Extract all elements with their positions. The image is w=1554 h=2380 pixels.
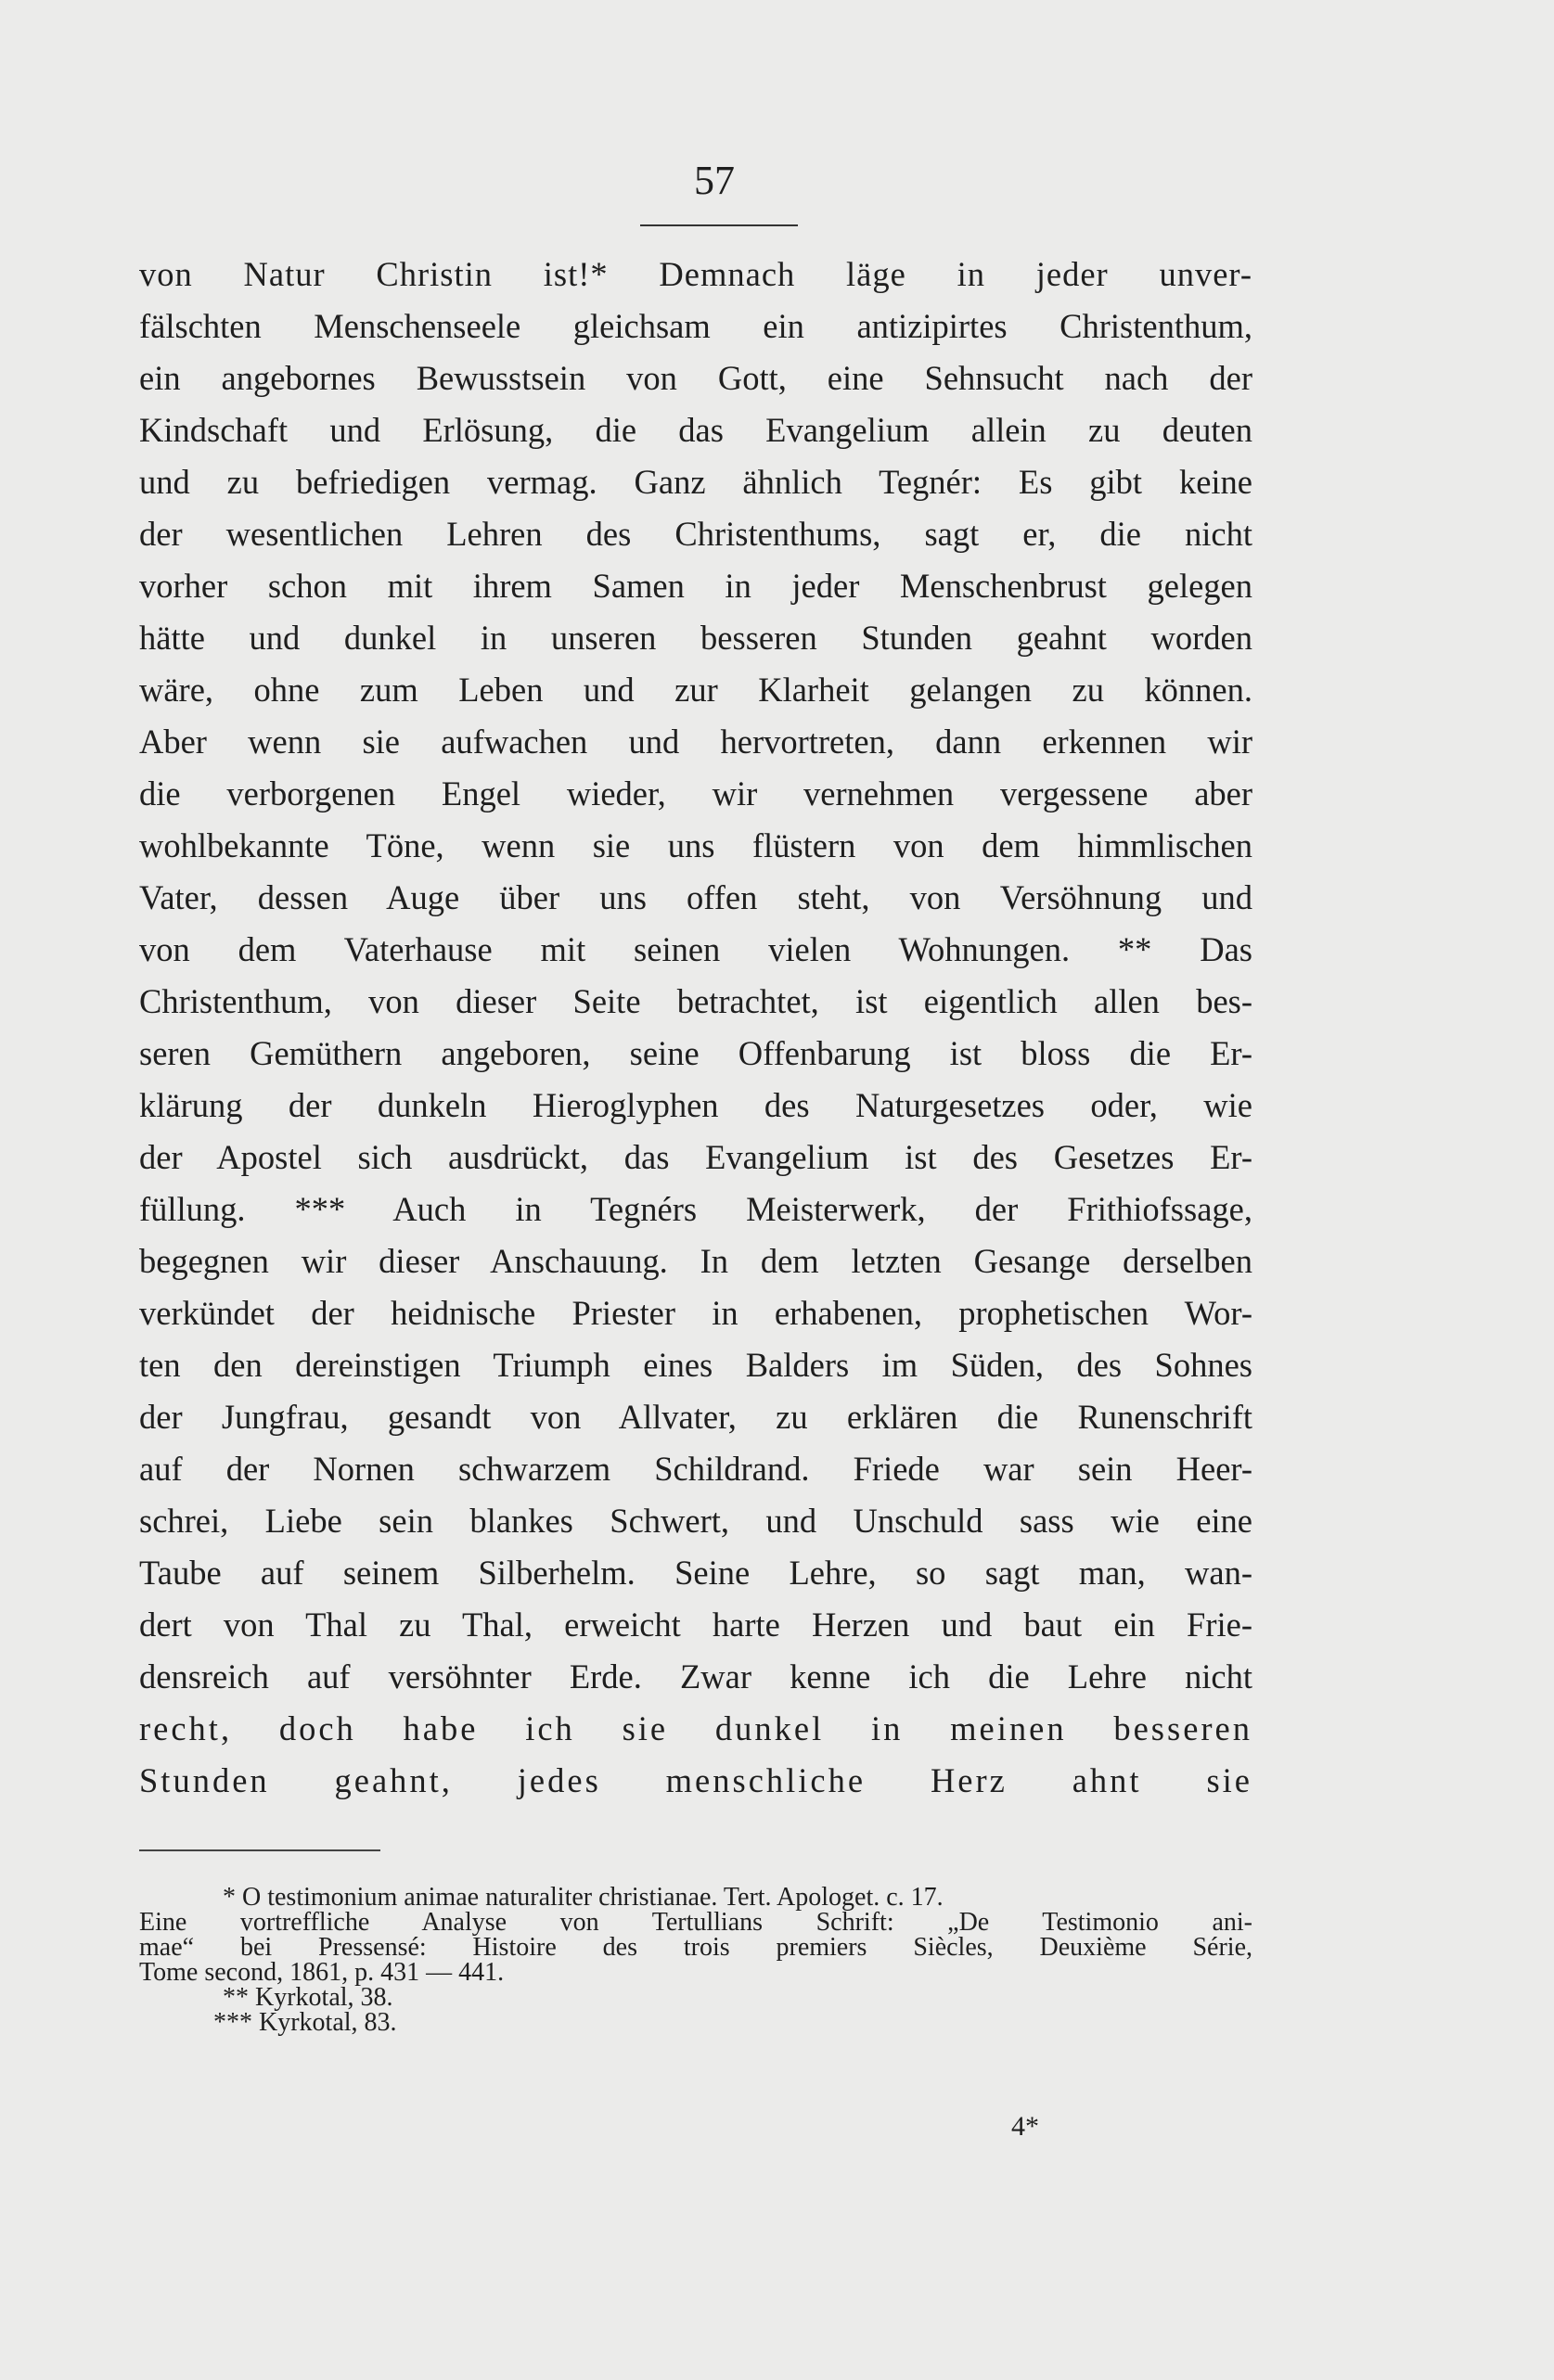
footnote-rule: [139, 1849, 380, 1851]
footnote-line: * O testimonium animae naturaliter christianae. Tert. Apologet. c. 17.: [223, 1883, 944, 1912]
text-line: fälschten Menschenseele gleichsam ein antizipirtes Christenthum,: [139, 307, 1252, 345]
text-line: dert von Thal zu Thal, erweicht harte Herzen und baut ein Frie-: [139, 1606, 1252, 1644]
footnote-line: ** Kyrkotal, 38.: [223, 1983, 393, 2012]
text-line: schrei, Liebe sein blankes Schwert, und Unschuld sass wie eine: [139, 1502, 1252, 1540]
text-line: die verborgenen Engel wieder, wir vernehmen vergessene aber: [139, 774, 1252, 813]
footnote-line: Tome second, 1861, p. 431 — 441.: [139, 1958, 505, 1987]
text-line: seren Gemüthern angeboren, seine Offenbarung ist bloss die Er-: [139, 1034, 1252, 1072]
text-line: verkündet der heidnische Priester in erhabenen, prophetischen Wor-: [139, 1294, 1252, 1332]
text-line: der Jungfrau, gesandt von Allvater, zu erklären die Runenschrift: [139, 1398, 1252, 1436]
body-text: [139, 249, 1252, 1807]
text-line: recht, doch habe ich sie dunkel in meinen besseren: [139, 1709, 1252, 1747]
text-line: füllung. *** Auch in Tegnérs Meisterwerk, der Frithiofssage,: [139, 1190, 1252, 1228]
text-line: von Natur Christin ist!* Demnach läge in jeder unver-: [139, 255, 1252, 293]
text-line: Aber wenn sie aufwachen und hervortreten, dann erkennen wir: [139, 723, 1252, 761]
footnotes: [139, 1885, 1252, 2035]
text-line: auf der Nornen schwarzem Schildrand. Friede war sein Heer-: [139, 1450, 1252, 1488]
signature-mark: 4*: [1011, 2111, 1039, 2142]
text-line: hätte und dunkel in unseren besseren Stunden geahnt worden: [139, 619, 1252, 657]
text-line: Stunden geahnt, jedes menschliche Herz ahnt sie: [139, 1761, 1252, 1799]
text-line: Vater, dessen Auge über uns offen steht, von Versöhnung und: [139, 878, 1252, 916]
text-line: Kindschaft und Erlösung, die das Evangelium allein zu deuten: [139, 411, 1252, 449]
text-line: ten den dereinstigen Triumph eines Balders im Süden, des Sohnes: [139, 1346, 1252, 1384]
text-line: Christenthum, von dieser Seite betrachtet, ist eigentlich allen bes-: [139, 982, 1252, 1020]
text-line: Taube auf seinem Silberhelm. Seine Lehre, so sagt man, wan-: [139, 1554, 1252, 1592]
text-line: klärung der dunkeln Hieroglyphen des Naturgesetzes oder, wie: [139, 1086, 1252, 1124]
text-line: der wesentlichen Lehren des Christenthums, sagt er, die nicht: [139, 515, 1252, 553]
text-line: der Apostel sich ausdrückt, das Evangelium ist des Gesetzes Er-: [139, 1138, 1252, 1176]
text-line: ein angebornes Bewusstsein von Gott, eine Sehnsucht nach der: [139, 359, 1252, 397]
text-line: wohlbekannte Töne, wenn sie uns flüstern von dem himmlischen: [139, 826, 1252, 864]
text-line: begegnen wir dieser Anschauung. In dem letzten Gesange derselben: [139, 1242, 1252, 1280]
footnote-line: mae“ bei Pressensé: Histoire des trois premiers Siècles, Deuxième Série,: [139, 1933, 1252, 1962]
header-rule: [640, 224, 798, 226]
footnote-line: Eine vortreffliche Analyse von Tertullians Schrift: „De Testimonio ani-: [139, 1908, 1252, 1937]
text-line: von dem Vaterhause mit seinen vielen Wohnungen. ** Das: [139, 930, 1252, 968]
text-line: vorher schon mit ihrem Samen in jeder Menschenbrust gelegen: [139, 567, 1252, 605]
page-number: 57: [694, 158, 735, 203]
text-line: densreich auf versöhnter Erde. Zwar kenne ich die Lehre nicht: [139, 1657, 1252, 1695]
text-line: wäre, ohne zum Leben und zur Klarheit gelangen zu können.: [139, 671, 1252, 709]
footnote-line: *** Kyrkotal, 83.: [213, 2008, 397, 2037]
text-line: und zu befriedigen vermag. Ganz ähnlich Tegnér: Es gibt keine: [139, 463, 1252, 501]
